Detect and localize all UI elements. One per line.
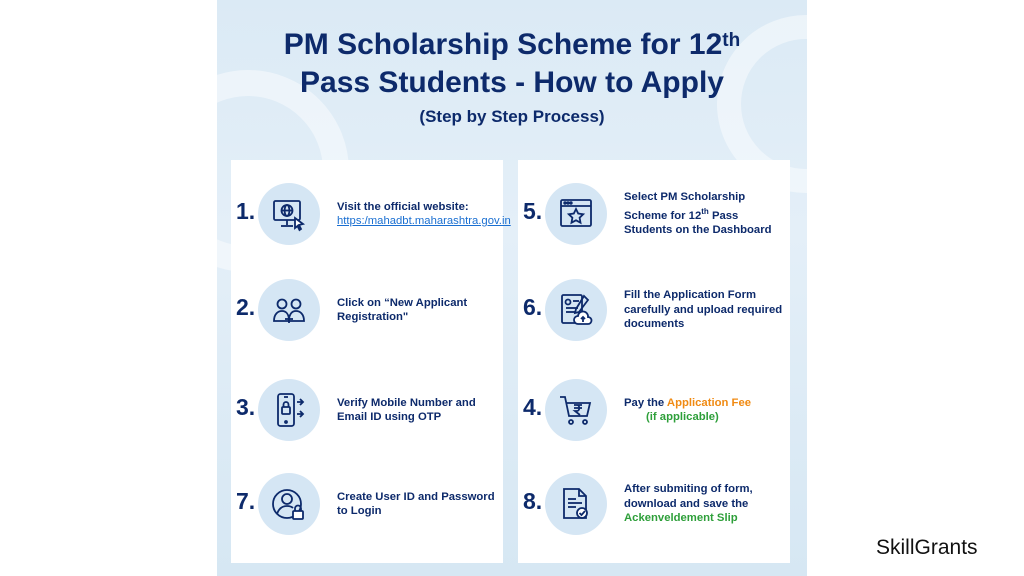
step-text: Fill the Application Form carefully and upload required documents	[624, 289, 783, 331]
step-label: Pay the	[624, 396, 667, 409]
acknowledgement-slip-highlight: Ackenveldement Slip	[624, 512, 738, 525]
step-new-registration	[231, 276, 503, 344]
title-line1: PM Scholarship Scheme for 12	[283, 28, 723, 61]
title-line2: Pass Students - How to Apply	[300, 66, 724, 99]
mobile-lock-icon	[258, 379, 320, 441]
application-fee-highlight: Application Fee	[666, 396, 752, 409]
step-create-login	[231, 470, 503, 538]
user-registration-icon	[258, 279, 320, 341]
step-download-slip	[518, 470, 790, 538]
left-steps-panel	[231, 160, 511, 563]
cart-rupee-icon	[545, 379, 607, 441]
user-lock-icon	[258, 473, 320, 535]
step-label: After submiting of form, download and save the	[624, 483, 753, 510]
step-fill-form	[518, 276, 790, 344]
if-applicable-note: (if applicable)	[646, 411, 719, 423]
page-title	[217, 26, 807, 102]
step-text	[624, 180, 788, 248]
website-link[interactable]: https:/mahadbt.maharashtra.gov.in	[337, 215, 511, 227]
brand-logo-text: SkillGrants	[876, 536, 978, 559]
step-text: Click on “New Applicant Registration"	[337, 296, 468, 323]
step-text: Create User ID and Password to Login	[337, 490, 495, 517]
step-number: 8.	[523, 488, 543, 514]
step-number: 2.	[236, 294, 256, 320]
step-text: Verify Mobile Number and Email ID using OTP	[337, 396, 476, 423]
step-number: 7.	[236, 488, 256, 514]
right-steps-panel	[518, 160, 790, 563]
step-pay-fee	[518, 376, 790, 444]
step-text	[624, 470, 788, 538]
step-text	[337, 180, 511, 248]
step-text	[624, 376, 788, 444]
step-number: 3.	[236, 394, 256, 420]
step-label: Visit the official website:	[337, 200, 469, 213]
step-label: Select PM Scholarship Scheme for 12	[624, 191, 746, 222]
form-upload-icon	[545, 279, 607, 341]
step-number: 4.	[523, 394, 543, 420]
infographic-poster	[217, 0, 807, 576]
step-sup: th	[701, 206, 709, 216]
dashboard-star-icon	[545, 183, 607, 245]
step-verify-otp	[231, 376, 503, 444]
step-number: 1.	[236, 198, 256, 224]
website-icon	[258, 183, 320, 245]
step-visit-website	[231, 180, 511, 248]
step-number: 5.	[523, 198, 543, 224]
title-sup: th	[722, 30, 741, 51]
document-check-icon	[545, 473, 607, 535]
subtitle: (Step by Step Process)	[419, 107, 605, 126]
step-select-scheme	[518, 180, 790, 248]
step-number: 6.	[523, 294, 543, 320]
step-label-cont: Pass Students on the Dashboard	[624, 209, 772, 237]
